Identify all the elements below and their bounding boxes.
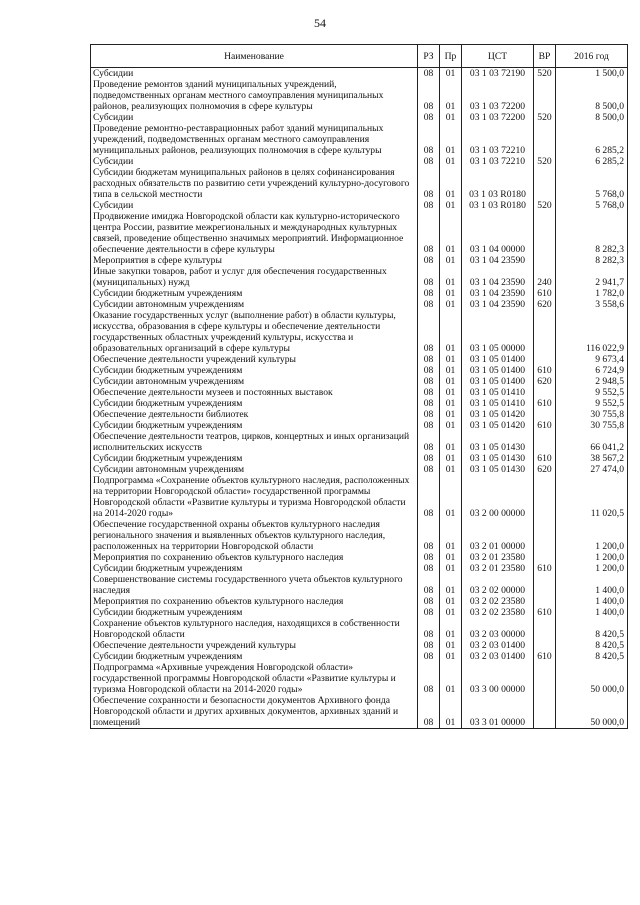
row-vr: 610 — [534, 398, 556, 409]
table-row — [91, 596, 628, 607]
row-rz: 08 — [418, 310, 440, 354]
row-cst: 03 2 03 01400 — [462, 640, 534, 651]
row-name: Иные закупки товаров, работ и услуг для обеспечения государственных (муниципальных) нужд — [91, 266, 418, 288]
row-name: Субсидии бюджетным учреждениям — [91, 563, 418, 574]
table-row — [91, 387, 628, 398]
table-row — [91, 79, 628, 112]
row-sum: 1 782,0 — [556, 288, 628, 299]
row-name: Обеспечение деятельности библиотек — [91, 409, 418, 420]
row-cst: 03 1 05 01430 — [462, 431, 534, 453]
table-row — [91, 662, 628, 695]
row-name: Обеспечение сохранности и безопасности документов Архивного фонда Новгородской области и других архивных документов, архивных зданий и помещений — [91, 695, 418, 729]
header-vr: ВР — [534, 45, 556, 68]
row-pr: 01 — [440, 519, 462, 552]
row-sum: 50 000,0 — [556, 662, 628, 695]
row-rz: 08 — [418, 662, 440, 695]
row-pr: 01 — [440, 563, 462, 574]
row-rz: 08 — [418, 695, 440, 729]
row-vr — [534, 354, 556, 365]
row-sum: 5 768,0 — [556, 167, 628, 200]
row-cst: 03 1 03 R0180 — [462, 200, 534, 211]
row-cst: 03 2 02 23580 — [462, 596, 534, 607]
row-name: Проведение ремонтов зданий муниципальных учреждений, подведомственных органам местного самоуправления муниципальных районов, реализующих полномочия в сфере культуры — [91, 79, 418, 112]
row-cst: 03 2 03 01400 — [462, 651, 534, 662]
row-name: Обеспечение деятельности учреждений культуры — [91, 640, 418, 651]
row-pr: 01 — [440, 255, 462, 266]
table-row — [91, 607, 628, 618]
row-name: Субсидии автономным учреждениям — [91, 464, 418, 475]
table-row — [91, 112, 628, 123]
row-cst: 03 1 05 00000 — [462, 310, 534, 354]
row-pr: 01 — [440, 651, 462, 662]
row-rz: 08 — [418, 651, 440, 662]
row-pr: 01 — [440, 68, 462, 80]
row-cst: 03 1 05 01430 — [462, 464, 534, 475]
row-vr — [534, 167, 556, 200]
budget-table — [90, 44, 628, 729]
row-name: Обеспечение государственной охраны объектов культурного наследия регионального значения и выявленных объектов культурного наследия, расположенных на территории Новгородской области — [91, 519, 418, 552]
table-row — [91, 695, 628, 729]
row-vr: 610 — [534, 420, 556, 431]
row-vr: 620 — [534, 299, 556, 310]
row-name: Субсидии — [91, 68, 418, 80]
row-sum: 1 400,0 — [556, 596, 628, 607]
row-rz: 08 — [418, 123, 440, 156]
row-pr: 01 — [440, 552, 462, 563]
row-vr — [534, 574, 556, 596]
row-vr: 610 — [534, 563, 556, 574]
row-rz: 08 — [418, 200, 440, 211]
table-row — [91, 200, 628, 211]
row-cst: 03 1 03 72210 — [462, 123, 534, 156]
row-pr: 01 — [440, 376, 462, 387]
row-pr: 01 — [440, 695, 462, 729]
row-rz: 08 — [418, 640, 440, 651]
row-sum: 38 567,2 — [556, 453, 628, 464]
row-sum: 3 558,6 — [556, 299, 628, 310]
row-cst: 03 1 05 01420 — [462, 420, 534, 431]
row-vr — [534, 618, 556, 640]
row-cst: 03 1 04 23590 — [462, 266, 534, 288]
row-vr — [534, 640, 556, 651]
table-row — [91, 255, 628, 266]
table-row — [91, 552, 628, 563]
row-sum: 9 552,5 — [556, 387, 628, 398]
row-pr: 01 — [440, 640, 462, 651]
row-vr — [534, 552, 556, 563]
row-pr: 01 — [440, 156, 462, 167]
table-row — [91, 651, 628, 662]
row-rz: 08 — [418, 365, 440, 376]
row-vr — [534, 662, 556, 695]
row-cst: 03 3 00 00000 — [462, 662, 534, 695]
row-cst: 03 2 00 00000 — [462, 475, 534, 519]
row-vr: 520 — [534, 112, 556, 123]
row-name: Мероприятия в сфере культуры — [91, 255, 418, 266]
row-vr: 620 — [534, 376, 556, 387]
row-rz: 08 — [418, 211, 440, 255]
row-cst: 03 1 04 23590 — [462, 299, 534, 310]
row-rz: 08 — [418, 596, 440, 607]
row-sum: 1 500,0 — [556, 68, 628, 80]
table-row — [91, 156, 628, 167]
row-rz: 08 — [418, 79, 440, 112]
row-rz: 08 — [418, 387, 440, 398]
row-rz: 08 — [418, 266, 440, 288]
row-rz: 08 — [418, 409, 440, 420]
row-name: Субсидии бюджетным учреждениям — [91, 365, 418, 376]
row-name: Подпрограмма «Сохранение объектов культурного наследия, расположенных на территории Новгородской области» государственной программы Новгородской области «Развитие культуры и туризма Новгородской области на 2014-2020 годы» — [91, 475, 418, 519]
table-row — [91, 453, 628, 464]
row-rz: 08 — [418, 156, 440, 167]
row-sum: 11 020,5 — [556, 475, 628, 519]
row-vr: 610 — [534, 453, 556, 464]
row-sum: 50 000,0 — [556, 695, 628, 729]
row-rz: 08 — [418, 255, 440, 266]
row-name: Подпрограмма «Архивные учреждения Новгородской области» государственной программы Новгородской области «Развитие культуры и туризма Новгородской области на 2014-2020 годы» — [91, 662, 418, 695]
table-row — [91, 618, 628, 640]
row-rz: 08 — [418, 552, 440, 563]
row-pr: 01 — [440, 266, 462, 288]
table-row — [91, 409, 628, 420]
row-rz: 08 — [418, 288, 440, 299]
row-pr: 01 — [440, 387, 462, 398]
row-vr: 240 — [534, 266, 556, 288]
row-cst: 03 2 02 23580 — [462, 607, 534, 618]
header-pr: Пр — [440, 45, 462, 68]
table-row — [91, 640, 628, 651]
row-cst: 03 1 05 01400 — [462, 354, 534, 365]
row-cst: 03 1 05 01400 — [462, 376, 534, 387]
row-sum: 30 755,8 — [556, 409, 628, 420]
table-row — [91, 574, 628, 596]
table-row — [91, 519, 628, 552]
row-sum: 8 282,3 — [556, 255, 628, 266]
row-cst: 03 2 01 23580 — [462, 552, 534, 563]
row-name: Субсидии — [91, 112, 418, 123]
row-sum: 66 041,2 — [556, 431, 628, 453]
row-rz: 08 — [418, 431, 440, 453]
row-name: Субсидии бюджетным учреждениям — [91, 420, 418, 431]
row-rz: 08 — [418, 420, 440, 431]
row-sum: 9 552,5 — [556, 398, 628, 409]
row-pr: 01 — [440, 398, 462, 409]
row-cst: 03 1 03 72200 — [462, 112, 534, 123]
row-vr — [534, 519, 556, 552]
row-rz: 08 — [418, 354, 440, 365]
row-vr: 520 — [534, 156, 556, 167]
row-rz: 08 — [418, 299, 440, 310]
row-pr: 01 — [440, 464, 462, 475]
row-vr: 610 — [534, 607, 556, 618]
row-name: Продвижение имиджа Новгородской области как культурно-исторического центра России, развитие межрегиональных и международных культурных связей, проведение общественно значимых мероприятий. Информационное обеспечение деятельности в сфере культуры — [91, 211, 418, 255]
table-row — [91, 398, 628, 409]
row-pr: 01 — [440, 288, 462, 299]
row-name: Обеспечение деятельности музеев и постоянных выставок — [91, 387, 418, 398]
row-cst: 03 3 01 00000 — [462, 695, 534, 729]
row-pr: 01 — [440, 453, 462, 464]
table-row — [91, 376, 628, 387]
row-sum: 1 200,0 — [556, 552, 628, 563]
row-cst: 03 1 03 72190 — [462, 68, 534, 80]
row-cst: 03 2 01 00000 — [462, 519, 534, 552]
table-row — [91, 431, 628, 453]
row-cst: 03 1 03 R0180 — [462, 167, 534, 200]
row-name: Обеспечение деятельности театров, цирков, концертных и иных организаций исполнительских искусств — [91, 431, 418, 453]
row-pr: 01 — [440, 574, 462, 596]
row-vr: 610 — [534, 651, 556, 662]
row-name: Мероприятия по сохранению объектов культурного наследия — [91, 552, 418, 563]
row-cst: 03 1 05 01410 — [462, 387, 534, 398]
row-sum: 1 200,0 — [556, 519, 628, 552]
row-name: Мероприятия по сохранению объектов культурного наследия — [91, 596, 418, 607]
row-cst: 03 1 04 23590 — [462, 288, 534, 299]
table-row — [91, 211, 628, 255]
row-pr: 01 — [440, 607, 462, 618]
row-rz: 08 — [418, 68, 440, 80]
row-rz: 08 — [418, 398, 440, 409]
row-vr — [534, 596, 556, 607]
row-sum: 8 500,0 — [556, 79, 628, 112]
row-name: Субсидии бюджетным учреждениям — [91, 288, 418, 299]
row-vr — [534, 475, 556, 519]
row-pr: 01 — [440, 200, 462, 211]
row-pr: 01 — [440, 211, 462, 255]
row-name: Совершенствование системы государственного учета объектов культурного наследия — [91, 574, 418, 596]
row-cst: 03 2 03 00000 — [462, 618, 534, 640]
row-pr: 01 — [440, 310, 462, 354]
table-row — [91, 310, 628, 354]
table-body — [91, 68, 628, 729]
row-pr: 01 — [440, 596, 462, 607]
row-cst: 03 2 02 00000 — [462, 574, 534, 596]
header-name: Наименование — [91, 45, 418, 68]
row-cst: 03 1 03 72210 — [462, 156, 534, 167]
row-sum: 1 400,0 — [556, 574, 628, 596]
table-row — [91, 365, 628, 376]
row-vr — [534, 255, 556, 266]
row-sum: 1 400,0 — [556, 607, 628, 618]
row-name: Сохранение объектов культурного наследия, находящихся в собственности Новгородской области — [91, 618, 418, 640]
row-name: Субсидии бюджетным учреждениям — [91, 453, 418, 464]
table-row — [91, 354, 628, 365]
row-sum: 9 673,4 — [556, 354, 628, 365]
row-sum: 8 282,3 — [556, 211, 628, 255]
table-row — [91, 266, 628, 288]
row-name: Обеспечение деятельности учреждений культуры — [91, 354, 418, 365]
row-cst: 03 1 04 00000 — [462, 211, 534, 255]
row-cst: 03 1 05 01400 — [462, 365, 534, 376]
row-vr: 610 — [534, 288, 556, 299]
row-vr: 610 — [534, 365, 556, 376]
row-name: Субсидии — [91, 156, 418, 167]
row-vr: 620 — [534, 464, 556, 475]
row-name: Субсидии бюджетным учреждениям — [91, 651, 418, 662]
row-pr: 01 — [440, 167, 462, 200]
row-name: Субсидии бюджетным учреждениям — [91, 607, 418, 618]
row-pr: 01 — [440, 354, 462, 365]
row-sum: 27 474,0 — [556, 464, 628, 475]
row-vr — [534, 79, 556, 112]
row-sum: 116 022,9 — [556, 310, 628, 354]
row-pr: 01 — [440, 618, 462, 640]
row-name: Оказание государственных услуг (выполнение работ) в области культуры, искусства, образования в сфере культуры и обеспечение деятельности государственных областных учреждений культуры, искусства и образовательных организаций в сфере культуры — [91, 310, 418, 354]
row-rz: 08 — [418, 376, 440, 387]
row-cst: 03 1 05 01420 — [462, 409, 534, 420]
row-pr: 01 — [440, 79, 462, 112]
row-sum: 8 420,5 — [556, 651, 628, 662]
header-year: 2016 год — [556, 45, 628, 68]
row-name: Субсидии — [91, 200, 418, 211]
row-sum: 1 200,0 — [556, 563, 628, 574]
table-row — [91, 123, 628, 156]
row-sum: 8 420,5 — [556, 640, 628, 651]
row-pr: 01 — [440, 420, 462, 431]
row-cst: 03 2 01 23580 — [462, 563, 534, 574]
table-row — [91, 563, 628, 574]
row-rz: 08 — [418, 453, 440, 464]
row-cst: 03 1 03 72200 — [462, 79, 534, 112]
row-name: Субсидии бюджетным учреждениям — [91, 398, 418, 409]
row-sum: 8 500,0 — [556, 112, 628, 123]
row-name: Субсидии автономным учреждениям — [91, 299, 418, 310]
row-vr — [534, 695, 556, 729]
table-row — [91, 288, 628, 299]
row-vr — [534, 387, 556, 398]
table-row — [91, 299, 628, 310]
row-pr: 01 — [440, 475, 462, 519]
row-vr: 520 — [534, 68, 556, 80]
row-vr — [534, 431, 556, 453]
row-sum: 2 948,5 — [556, 376, 628, 387]
table-row — [91, 68, 628, 80]
row-pr: 01 — [440, 365, 462, 376]
row-rz: 08 — [418, 167, 440, 200]
row-vr — [534, 211, 556, 255]
row-sum: 6 285,2 — [556, 156, 628, 167]
row-rz: 08 — [418, 112, 440, 123]
budget-table-sheet — [90, 44, 627, 729]
row-name: Субсидии автономным учреждениям — [91, 376, 418, 387]
header-cst: ЦСТ — [462, 45, 534, 68]
table-row — [91, 420, 628, 431]
row-pr: 01 — [440, 409, 462, 420]
header-rz: РЗ — [418, 45, 440, 68]
row-sum: 30 755,8 — [556, 420, 628, 431]
row-vr: 520 — [534, 200, 556, 211]
row-rz: 08 — [418, 519, 440, 552]
row-sum: 6 285,2 — [556, 123, 628, 156]
row-rz: 08 — [418, 618, 440, 640]
table-row — [91, 475, 628, 519]
row-vr — [534, 123, 556, 156]
row-cst: 03 1 05 01430 — [462, 453, 534, 464]
row-rz: 08 — [418, 574, 440, 596]
table-row — [91, 167, 628, 200]
table-row — [91, 464, 628, 475]
row-rz: 08 — [418, 607, 440, 618]
row-cst: 03 1 04 23590 — [462, 255, 534, 266]
row-vr — [534, 310, 556, 354]
row-rz: 08 — [418, 475, 440, 519]
row-pr: 01 — [440, 431, 462, 453]
row-sum: 2 941,7 — [556, 266, 628, 288]
row-sum: 6 724,9 — [556, 365, 628, 376]
row-pr: 01 — [440, 299, 462, 310]
table-header — [91, 45, 628, 68]
page-number: 54 — [314, 16, 326, 30]
row-name: Субсидии бюджетам муниципальных районов в целях софинансирования расходных обязательств по развитию сети учреждений культурно-досугового типа в сельской местности — [91, 167, 418, 200]
row-vr — [534, 409, 556, 420]
row-name: Проведение ремонтно-реставрационных работ зданий муниципальных учреждений, подведомственных органам местного самоуправления муниципальных районов, реализующих полномочия в сфере культуры — [91, 123, 418, 156]
row-pr: 01 — [440, 662, 462, 695]
row-rz: 08 — [418, 563, 440, 574]
row-cst: 03 1 05 01410 — [462, 398, 534, 409]
row-pr: 01 — [440, 123, 462, 156]
row-sum: 5 768,0 — [556, 200, 628, 211]
row-sum: 8 420,5 — [556, 618, 628, 640]
row-rz: 08 — [418, 464, 440, 475]
row-pr: 01 — [440, 112, 462, 123]
